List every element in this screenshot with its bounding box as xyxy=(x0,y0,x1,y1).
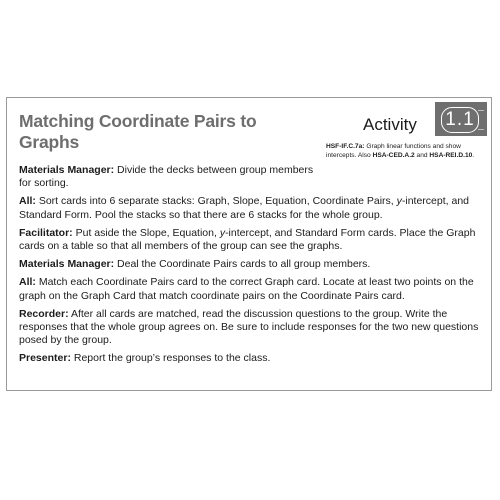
instructions xyxy=(19,164,485,370)
instruction-text: Match each Coordinate Pairs card to the correct Graph card. Locate at least two points on the graph on the Graph Card that match coordinate pairs on the Coordinate Pairs card. xyxy=(19,276,474,302)
instruction-text-cont: -intercept, and Standard Form cards. Place the Graph cards on a table so that all members of the group can see the graphs. xyxy=(19,226,476,253)
role-label: Materials Manager: xyxy=(19,164,115,176)
role-label: All: xyxy=(19,195,36,208)
standard-and: and xyxy=(416,152,428,159)
instruction-text-cont: -intercept, and Standard Form. Pool the stacks so that there are 6 stacks for the whole group. xyxy=(19,195,469,221)
activity-card xyxy=(6,97,492,391)
instruction-italic: y xyxy=(396,195,402,208)
role-label: Recorder: xyxy=(19,307,69,320)
activity-number-badge xyxy=(435,102,487,136)
activity-label: Activity xyxy=(363,115,417,134)
role-label: Materials Manager: xyxy=(19,258,115,271)
instruction-italic: y xyxy=(219,226,226,239)
instruction-presenter xyxy=(19,352,485,365)
standard-end: . xyxy=(472,152,475,159)
card-title: Matching Coordinate Pairs to Graphs xyxy=(19,111,257,152)
instruction-materials-manager-2 xyxy=(19,258,485,271)
instruction-text: Put aside the Slope, Equation, xyxy=(75,226,217,239)
badge-lines-icon xyxy=(478,110,484,130)
instruction-all-1 xyxy=(19,195,485,222)
standard-code-primary: HSF-IF.C.7a: xyxy=(326,143,365,150)
activity-number: 1.1 xyxy=(441,107,479,133)
instruction-facilitator xyxy=(19,227,485,254)
standard-code-secondary: HSA-CED.A.2 xyxy=(372,152,415,159)
standards-note xyxy=(326,142,491,160)
instruction-text: Report the group’s responses to the class. xyxy=(73,352,271,365)
role-label: Presenter: xyxy=(19,352,71,365)
role-label: All: xyxy=(19,276,36,289)
instruction-text: Sort cards into 6 separate stacks: Graph, Slope, Equation, Coordinate Pairs, xyxy=(38,195,394,208)
standard-code-tertiary: HSA-REI.D.10 xyxy=(429,152,473,159)
instruction-text: Deal the Coordinate Pairs cards to all group members. xyxy=(117,258,371,271)
instruction-recorder xyxy=(19,308,485,348)
instruction-text: After all cards are matched, read the discussion questions to the group. Write the responses that the whole group agrees on. Be sure to include responses for the two new questions posed by the group. xyxy=(19,307,479,347)
instruction-materials-manager-1 xyxy=(19,164,319,191)
role-label: Facilitator: xyxy=(19,226,73,239)
standard-description: Graph linear functions and show intercepts. Also xyxy=(326,143,461,159)
instruction-text: Divide the decks between group members for sorting. xyxy=(19,164,314,190)
instruction-all-2 xyxy=(19,276,485,303)
